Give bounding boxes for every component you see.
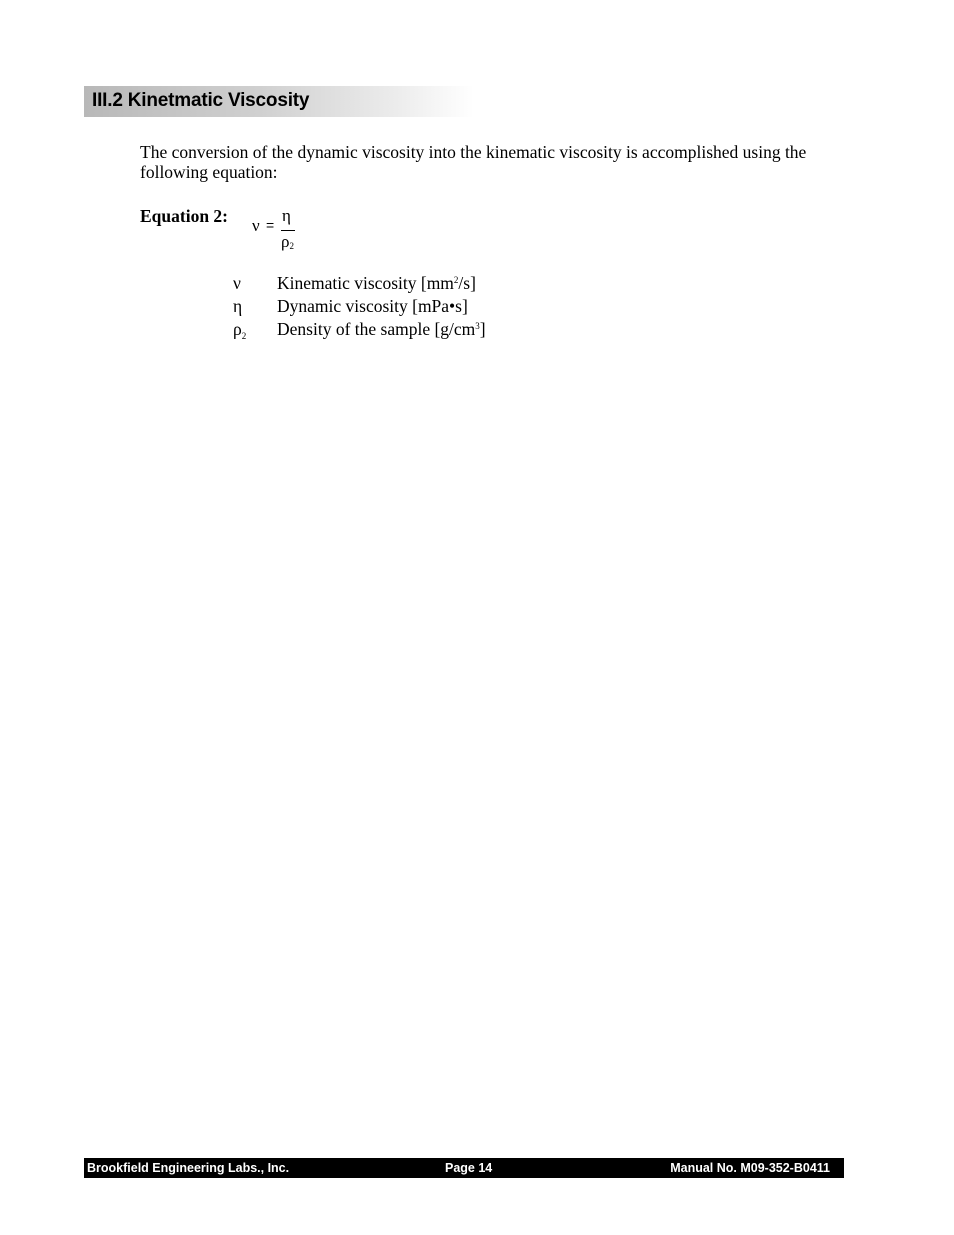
equation-denominator: $\rho_2$	[281, 232, 294, 251]
fraction-bar	[281, 230, 295, 231]
equation-lhs: ν	[252, 216, 260, 235]
intro-paragraph: The conversion of the dynamic viscosity into the kinematic viscosity is accomplished using the following equation:	[140, 142, 807, 182]
definition-symbol: $\rho_2$	[233, 319, 247, 341]
definition-text: Density of the sample $[g/cm^3]$	[277, 319, 486, 339]
page-footer	[84, 1158, 844, 1178]
definition-symbol: ν	[233, 273, 241, 293]
section-header	[84, 86, 474, 117]
definition-text: Dynamic viscosity [mPa•s]	[277, 296, 468, 316]
section-title: III.2 Kinetmatic Viscosity	[92, 90, 310, 111]
footer-manual-number: Manual No. M09-352-B0411	[670, 1161, 830, 1175]
definition-text: Kinematic viscosity $[mm^2/s]$	[277, 273, 476, 293]
equation-label: Equation 2:	[140, 206, 229, 226]
equation-numerator: η	[282, 206, 291, 225]
equation-equals: =	[266, 217, 275, 233]
definition-symbol: η	[233, 296, 243, 316]
footer-page-number: Page 14	[445, 1161, 493, 1175]
footer-company: Brookfield Engineering Labs., Inc.	[87, 1161, 290, 1175]
